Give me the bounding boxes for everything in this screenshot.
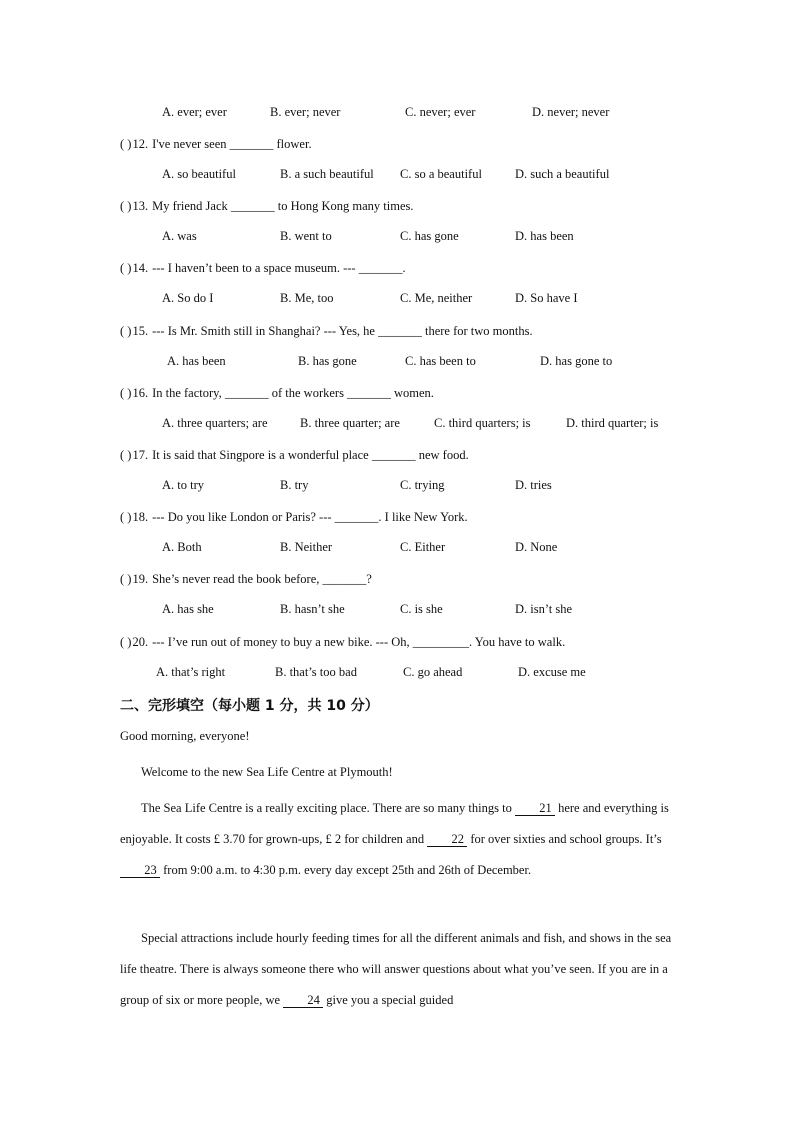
question-number: 19.: [132, 572, 149, 587]
answer-blank[interactable]: _______: [347, 385, 391, 400]
answer-blank[interactable]: _______: [371, 448, 416, 462]
answer-paren[interactable]: ( ): [120, 385, 132, 400]
answer-paren[interactable]: ( ): [120, 634, 132, 649]
option-c[interactable]: C. Me, neither: [400, 291, 473, 306]
question-14: [120, 260, 406, 276]
option-b[interactable]: B. that’s too bad: [275, 664, 357, 679]
answer-blank[interactable]: _________: [412, 634, 470, 649]
answer-blank[interactable]: _______: [322, 572, 367, 587]
blank-21[interactable]: 21: [515, 802, 555, 816]
option-a[interactable]: A. Both: [162, 540, 202, 555]
question-text: there for two months.: [421, 323, 533, 338]
option-c[interactable]: C. has been to: [405, 353, 476, 368]
option-d[interactable]: D. third quarter; is: [566, 415, 659, 430]
option-b[interactable]: B. Neither: [280, 540, 333, 555]
answer-paren[interactable]: ( ): [120, 261, 132, 276]
option-a[interactable]: A. ever; ever: [162, 105, 227, 119]
question-text: flower.: [273, 137, 312, 151]
option-c[interactable]: C. third quarters; is: [434, 415, 531, 430]
answer-blank[interactable]: _______: [358, 261, 403, 276]
question-15: [120, 323, 533, 339]
question-17: [120, 447, 469, 463]
answer-paren[interactable]: ( ): [120, 199, 132, 214]
blank-23[interactable]: 23: [120, 864, 160, 878]
question-19: [120, 571, 372, 587]
option-a[interactable]: A. to try: [162, 478, 205, 492]
question-number: 13.: [132, 199, 149, 214]
question-16: [120, 385, 434, 401]
option-a[interactable]: A. So do I: [162, 291, 214, 306]
question-text: --- Do you like London or Paris? ---: [152, 510, 335, 525]
question-text: I've never seen: [152, 137, 230, 151]
question-18: [120, 509, 468, 525]
option-b[interactable]: B. hasn’t she: [280, 602, 345, 617]
question-text: --- I’ve run out of money to buy a new bike. --- Oh,: [152, 634, 413, 649]
question-number: 16.: [132, 385, 149, 400]
option-b[interactable]: B. a such beautiful: [280, 167, 374, 181]
paragraph-1: [120, 793, 680, 886]
question-text: In the factory,: [152, 385, 225, 400]
question-text: --- I haven’t been to a space museum. ---: [152, 261, 359, 276]
option-c[interactable]: C. trying: [400, 478, 445, 492]
question-text: ?: [366, 572, 372, 587]
option-a[interactable]: A. has been: [167, 353, 226, 368]
question-number: 18.: [132, 510, 149, 525]
option-d[interactable]: D. isn’t she: [515, 602, 573, 617]
question-text: women.: [390, 385, 434, 400]
option-c[interactable]: C. so a beautiful: [400, 167, 482, 181]
option-c[interactable]: C. has gone: [400, 229, 459, 244]
option-b[interactable]: B. Me, too: [280, 291, 334, 306]
option-a[interactable]: A. three quarters; are: [162, 415, 268, 430]
p1-text: The Sea Life Centre is a really exciting place. There are so many things to: [141, 801, 515, 815]
option-c[interactable]: C. go ahead: [403, 664, 463, 679]
question-number: 20.: [132, 634, 149, 649]
option-b[interactable]: B. three quarter; are: [300, 415, 400, 430]
option-c[interactable]: C. Either: [400, 540, 446, 555]
question-text: .: [402, 261, 406, 276]
question-text: It is said that Singpore is a wonderful place: [152, 448, 372, 462]
p2-text: Special attractions include hourly feeding times for all the different animals and fish, and shows in the sea life theatre. There is always someone there who will answer questions about what you’ve seen. If you are in a group of six or more people, we: [120, 931, 672, 1007]
question-text: to Hong Kong many times.: [274, 199, 414, 214]
option-b[interactable]: B. try: [280, 478, 309, 492]
option-a[interactable]: A. has she: [162, 602, 214, 617]
answer-paren[interactable]: ( ): [120, 572, 132, 587]
question-text: She’s never read the book before,: [152, 572, 323, 587]
option-d[interactable]: D. tries: [515, 478, 552, 492]
question-number: 12.: [132, 137, 149, 151]
option-d[interactable]: D. has been: [515, 229, 574, 244]
answer-blank[interactable]: _______: [224, 385, 269, 400]
answer-blank[interactable]: _______: [378, 323, 422, 338]
p2-text: give you a special guided: [323, 993, 454, 1007]
question-text: --- Is Mr. Smith still in Shanghai? --- Yes, he: [152, 323, 379, 338]
blank-24[interactable]: 24: [283, 994, 323, 1008]
question-text: of the workers: [268, 385, 348, 400]
answer-blank[interactable]: _______: [334, 510, 379, 525]
question-text: . You have to walk.: [469, 634, 566, 649]
p1-text: from 9:00 a.m. to 4:30 p.m. every day except 25th and 26th of December.: [160, 863, 532, 877]
option-a[interactable]: A. was: [162, 229, 197, 244]
option-d[interactable]: D. such a beautiful: [515, 167, 610, 181]
answer-paren[interactable]: ( ): [120, 137, 132, 151]
option-b[interactable]: B. ever; never: [270, 105, 341, 119]
option-d[interactable]: D. has gone to: [540, 353, 613, 368]
option-c[interactable]: C. never; ever: [405, 105, 476, 119]
question-number: 17.: [132, 448, 149, 462]
option-d[interactable]: D. excuse me: [518, 664, 586, 679]
answer-paren[interactable]: ( ): [120, 448, 132, 462]
option-d[interactable]: D. None: [515, 540, 558, 555]
option-c[interactable]: C. is she: [400, 602, 443, 617]
answer-blank[interactable]: _______: [229, 137, 274, 151]
answer-paren[interactable]: ( ): [120, 510, 132, 525]
greeting: Good morning, everyone!: [120, 729, 250, 743]
question-20: [120, 634, 565, 650]
answer-paren[interactable]: ( ): [120, 323, 132, 338]
option-a[interactable]: A. that’s right: [156, 664, 226, 679]
question-number: 14.: [132, 261, 149, 276]
question-12: [120, 136, 312, 152]
p1-text: here and everything is enjoyable. It costs £ 3.70 for grown-ups, £ 2 for children and: [120, 801, 669, 846]
question-number: 15.: [132, 323, 149, 338]
question-text: new food.: [415, 448, 469, 462]
question-text: My friend Jack: [152, 199, 231, 214]
p1-text: for over sixties and school groups. It’s: [467, 832, 662, 846]
option-d[interactable]: D. So have I: [515, 291, 578, 306]
option-b[interactable]: B. went to: [280, 229, 332, 244]
question-text: . I like New York.: [378, 510, 468, 525]
section-heading: 二、完形填空（每小题 1 分，共 10 分）: [120, 698, 379, 714]
option-a[interactable]: A. so beautiful: [162, 167, 236, 181]
question-13: [120, 198, 414, 214]
paragraph-2: [120, 923, 680, 1016]
option-b[interactable]: B. has gone: [298, 353, 357, 368]
blank-22[interactable]: 22: [427, 833, 467, 847]
welcome-line: Welcome to the new Sea Life Centre at Plymouth!: [141, 765, 393, 779]
option-d[interactable]: D. never; never: [532, 105, 610, 119]
answer-blank[interactable]: _______: [230, 199, 275, 214]
